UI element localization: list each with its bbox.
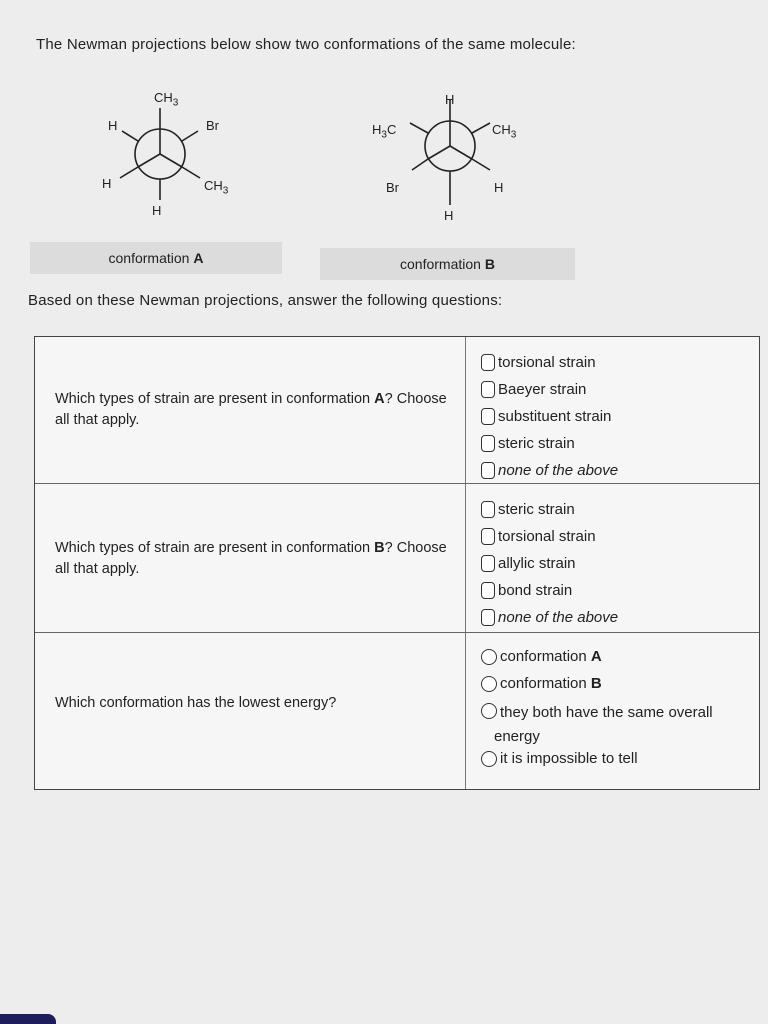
conformation-b-label: conformation B xyxy=(320,248,575,280)
q2-option-steric-strain[interactable]: steric strain xyxy=(481,500,751,527)
newman-a-front-right: $CH_3$ xyxy=(204,178,229,197)
radio-button[interactable] xyxy=(481,676,497,692)
newman-a-back-top-left: H xyxy=(108,118,118,133)
checkbox[interactable] xyxy=(481,381,495,398)
question-3-text: Which conformation has the lowest energy? xyxy=(55,695,337,711)
newman-a-back-top-right: Br xyxy=(206,118,219,133)
question-row-2 xyxy=(35,484,759,633)
question-2-options xyxy=(481,500,751,635)
q3-option-conformation-b[interactable]: conformation B xyxy=(481,674,751,701)
q3-option-conformation-a[interactable]: conformation A xyxy=(481,647,751,674)
newman-projection-b xyxy=(372,90,532,230)
q2-option-bond-strain[interactable]: bond strain xyxy=(481,581,751,608)
question-cell-3 xyxy=(35,633,466,789)
intro-text: The Newman projections below show two conformations of the same molecule: xyxy=(36,36,576,53)
newman-a-drawing xyxy=(100,90,240,230)
instructions-text: Based on these Newman projections, answer the following questions: xyxy=(28,292,503,309)
q1-option-baeyer-strain[interactable]: Baeyer strain xyxy=(481,380,751,407)
q2-option-none[interactable]: none of the above xyxy=(481,608,751,635)
checkbox[interactable] xyxy=(481,555,495,572)
q3-option-same-energy[interactable]: they both have the same overall energy xyxy=(481,701,721,749)
q2-option-allylic-strain[interactable]: allylic strain xyxy=(481,554,751,581)
checkbox[interactable] xyxy=(481,609,495,626)
newman-b-back-bottom: H xyxy=(444,208,454,223)
question-1-text: Which types of strain are present in conformation A? Choose all that apply. xyxy=(55,391,447,428)
newman-b-back-top-right: $CH_3$ xyxy=(492,122,517,141)
checkbox[interactable] xyxy=(481,408,495,425)
checkbox[interactable] xyxy=(481,501,495,518)
q3-option-impossible[interactable]: it is impossible to tell xyxy=(481,749,751,776)
newman-a-back-bottom: H xyxy=(152,203,162,218)
questions-table xyxy=(34,336,760,790)
newman-a-front-left: H xyxy=(102,176,112,191)
q1-option-none[interactable]: none of the above xyxy=(481,461,751,488)
question-cell-1 xyxy=(35,337,466,483)
question-row-3 xyxy=(35,633,759,789)
question-row-1 xyxy=(35,337,759,484)
q2-option-torsional-strain[interactable]: torsional strain xyxy=(481,527,751,554)
newman-b-front-right: H xyxy=(494,180,504,195)
q1-option-torsional-strain[interactable]: torsional strain xyxy=(481,353,751,380)
question-2-text: Which types of strain are present in conformation B? Choose all that apply. xyxy=(55,540,447,577)
question-1-options xyxy=(481,353,751,488)
conformation-a-label: conformation A xyxy=(30,242,282,274)
checkbox[interactable] xyxy=(481,435,495,452)
q1-option-steric-strain[interactable]: steric strain xyxy=(481,434,751,461)
radio-button[interactable] xyxy=(481,649,497,665)
checkbox[interactable] xyxy=(481,528,495,545)
checkbox[interactable] xyxy=(481,462,495,479)
newman-b-front-left: Br xyxy=(386,180,399,195)
checkbox[interactable] xyxy=(481,582,495,599)
q1-option-substituent-strain[interactable]: substituent strain xyxy=(481,407,751,434)
newman-b-front-top: H xyxy=(445,92,455,107)
newman-projection-a xyxy=(100,90,240,230)
question-3-options xyxy=(481,647,751,776)
taskbar-edge xyxy=(0,1014,56,1024)
radio-button[interactable] xyxy=(481,751,497,767)
checkbox[interactable] xyxy=(481,354,495,371)
newman-b-back-top-left: $H_3C$ xyxy=(372,122,397,141)
newman-a-front-top: $CH_3$ xyxy=(154,90,179,109)
question-cell-2 xyxy=(35,484,466,632)
